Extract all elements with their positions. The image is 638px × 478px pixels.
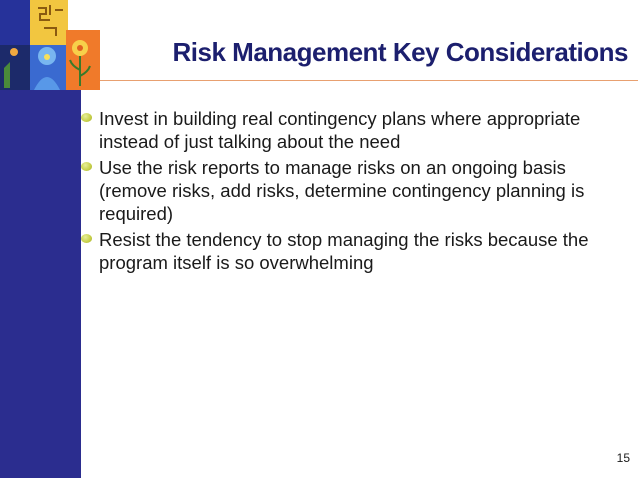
bullet-dot-icon (81, 234, 92, 243)
title-divider (100, 80, 638, 81)
bullet-item (80, 107, 600, 153)
decorative-collage-icon (0, 0, 100, 90)
bullet-dot-icon (81, 113, 92, 122)
bullet-item (80, 228, 600, 274)
slide-title: Risk Management Key Considerations (172, 37, 628, 67)
bullet-list (80, 107, 600, 277)
bullet-item (80, 156, 600, 225)
bullet-text: Invest in building real contingency plans where appropriate instead of just talking about the need (99, 108, 581, 152)
bullet-dot-icon (81, 162, 92, 171)
page-number: 15 (616, 451, 630, 465)
bullet-text: Use the risk reports to manage risks on an ongoing basis (remove risks, add risks, determine contingency planning is required) (99, 157, 585, 224)
bullet-text: Resist the tendency to stop managing the risks because the program itself is so overwhelming (99, 229, 589, 273)
